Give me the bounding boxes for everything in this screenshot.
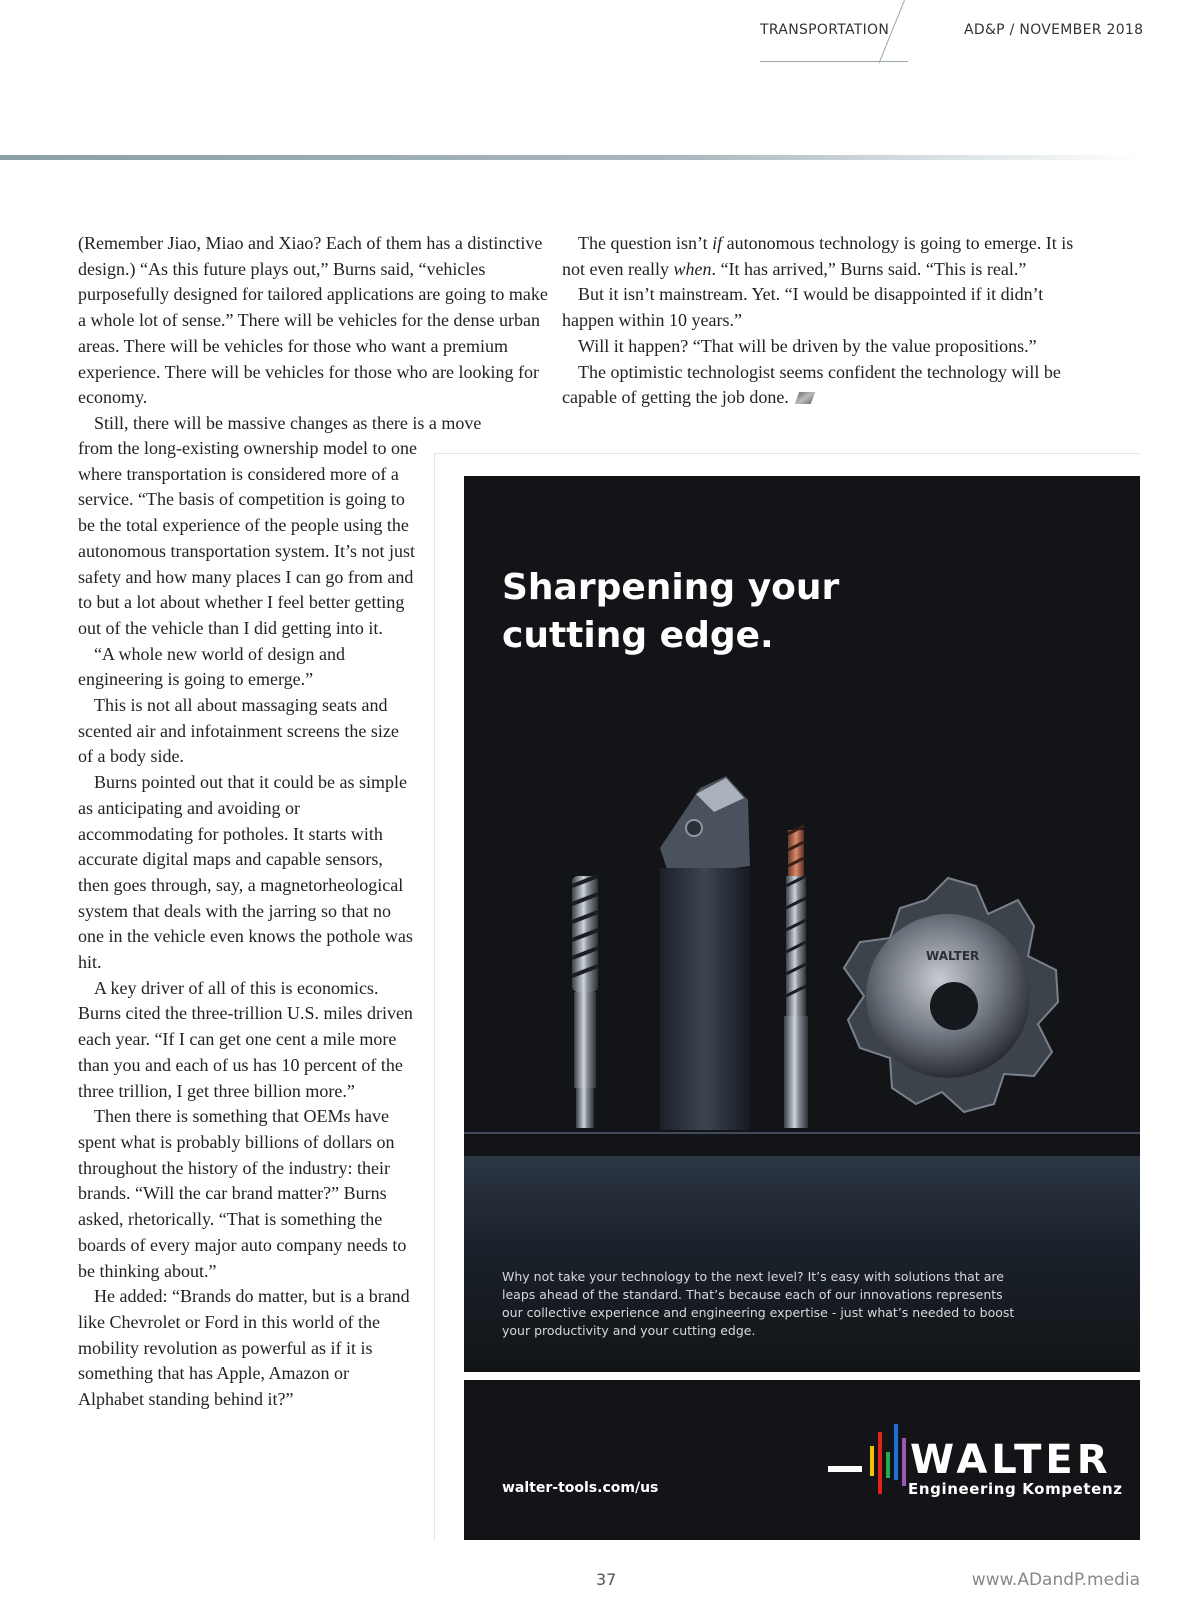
article-paragraph: But it isn’t mainstream. Yet. “I would be disappointed if it didn’t happen within 10 years.” bbox=[562, 284, 1044, 331]
article-left-column-narrow bbox=[78, 436, 418, 1413]
ad-frame-left-line bbox=[434, 453, 435, 1540]
article-paragraph bbox=[562, 360, 1082, 411]
emphasis-if: if bbox=[712, 233, 723, 253]
logo-bar-blue bbox=[894, 1424, 898, 1480]
ad-url-link[interactable]: walter-tools.com/us bbox=[502, 1480, 659, 1496]
article-paragraph: He added: “Brands do matter, but is a brand like Chevrolet or Ford in this world of the mobility revolution as powerful as if it is something that has Apple, Amazon or Alphabet standing behind it?” bbox=[78, 1286, 410, 1410]
logo-bar-purple bbox=[902, 1438, 906, 1486]
logo-bar-yellow bbox=[870, 1446, 874, 1476]
article-paragraph bbox=[562, 231, 1082, 282]
turning-tool-holder bbox=[660, 776, 750, 1130]
section-underline bbox=[760, 61, 908, 62]
logo-dash bbox=[828, 1466, 862, 1472]
article-paragraph: A key driver of all of this is economics. Burns cited the three-trillion U.S. miles driven each year. “If I can get one cent a mile more than you and each of us has 10 percent of the three trillion, I get three billion more.” bbox=[78, 977, 413, 1101]
milling-cutter bbox=[844, 878, 1058, 1112]
header-rule bbox=[0, 155, 1140, 160]
cutter-brand-label: WALTER bbox=[926, 949, 980, 963]
drill-tool bbox=[784, 826, 808, 1128]
ad-logo-wordmark: WALTER bbox=[910, 1437, 1112, 1483]
article-paragraph: This is not all about massaging seats and scented air and infotainment screens the size of a body side. bbox=[78, 695, 399, 767]
site-url[interactable]: www.ADandP.media bbox=[971, 1570, 1140, 1590]
advertisement-panel bbox=[464, 476, 1140, 1372]
article-paragraph: “A whole new world of design and engineering is going to emerge.” bbox=[78, 643, 345, 690]
page-number: 37 bbox=[596, 1570, 617, 1589]
article-paragraph: (Remember Jiao, Miao and Xiao? Each of them has a distinctive design.) “As this future plays out,” Burns said, “vehicles purposefully designed for tailored applications are going to make a whole lot of sense.” There will be vehicles for the dense urban areas. There will be vehicles for those who want a premium experience. There will be vehicles for those who are looking for economy. bbox=[78, 233, 548, 408]
ad-floor-edge bbox=[464, 1132, 1140, 1134]
tap-tool bbox=[572, 876, 598, 1128]
text-run: The question isn’t bbox=[578, 233, 713, 253]
logo-bar-green bbox=[886, 1452, 890, 1478]
ad-logo-subtitle: Engineering Kompetenz bbox=[908, 1480, 1123, 1498]
article-paragraph: Still, there will be massive changes as there is a move bbox=[94, 412, 482, 433]
ad-headline: Sharpening your cutting edge. bbox=[502, 567, 840, 656]
ad-frame-top-line bbox=[434, 453, 1140, 454]
walter-logo-icon bbox=[828, 1424, 908, 1500]
text-run: autonomous technology is going to emerge. It is not even really bbox=[562, 233, 1074, 279]
article-right-column bbox=[562, 231, 1082, 411]
end-of-article-icon bbox=[795, 392, 815, 404]
article-paragraph: Burns pointed out that it could be as simple as anticipating and avoiding or accommodating for potholes. It starts with accurate digital maps and capable sensors, then goes through, say, a magnetorheological system that deals with the jarring so that no one in the vehicle even knows the pothole was hit. bbox=[78, 772, 413, 973]
text-run: . “It has arrived,” Burns said. “This is real.” bbox=[711, 258, 1027, 279]
article-left-column-top bbox=[78, 231, 548, 437]
article-paragraph: Then there is something that OEMs have spent what is probably billions of dollars on throughout the history of the industry: their brands. “Will the car brand matter?” Burns asked, rhetorically. “That is something the boards of every major auto company needs to be thinking about.” bbox=[78, 1106, 407, 1281]
emphasis-when: when bbox=[673, 258, 712, 279]
issue-label: AD&P / NOVEMBER 2018 bbox=[964, 22, 1144, 38]
advertisement-footer bbox=[464, 1380, 1140, 1540]
ad-tagline: Why not take your technology to the next level? It’s easy with solutions that are leaps ahead of the standard. That’s because each of our innovations represents our collective experience and engineering expertise - just what’s needed to boost your productivity and your cutting edge. bbox=[502, 1269, 1015, 1338]
section-label: TRANSPORTATION bbox=[760, 22, 890, 38]
logo-bar-red bbox=[878, 1432, 882, 1494]
article-paragraph: from the long-existing ownership model to one where transportation is considered more of a service. “The basis of competition is going to be the total experience of the people using the autonomous transportation system. It’s not just safety and how many places I can go from and to but a lot about whether I feel better getting out of the vehicle than I did getting into it. bbox=[78, 438, 417, 638]
article-paragraph: Will it happen? “That will be driven by the value propositions.” bbox=[578, 335, 1037, 356]
text-run: The optimistic technologist seems confident the technology will be capable of getting the job done. bbox=[562, 361, 1061, 408]
